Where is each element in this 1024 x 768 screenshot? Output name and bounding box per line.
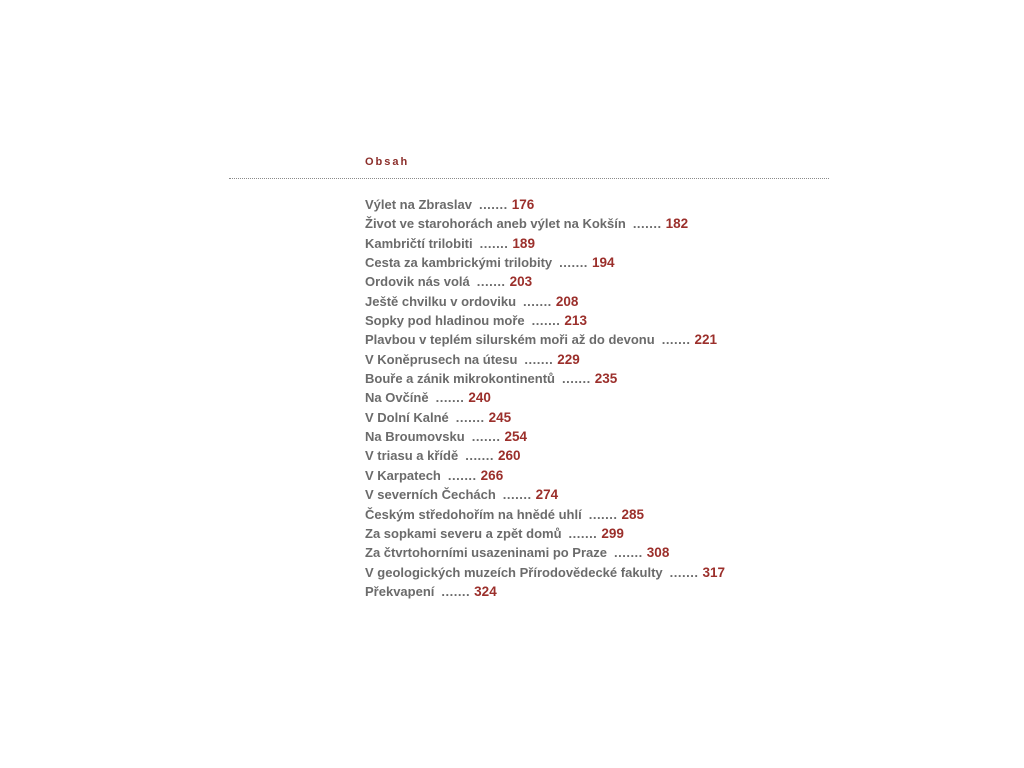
toc-entry-leader: ....... (471, 429, 501, 445)
toc-entry-leader: ....... (661, 332, 691, 348)
toc-entry (365, 311, 725, 330)
toc-entry-leader: ....... (476, 274, 506, 290)
toc-entry-title: Sopky pod hladinou moře (365, 313, 525, 329)
toc-entry-page: 203 (509, 274, 533, 290)
toc-entry-page: 240 (468, 390, 491, 406)
toc-entry-title: V Dolní Kalné (365, 409, 449, 425)
toc-entry-leader: ....... (441, 583, 471, 599)
toc-entry-leader: ....... (669, 564, 699, 580)
toc-entry-title: Život ve starohorách aneb výlet na Kokšín (365, 216, 626, 232)
toc-entry-page: 285 (621, 506, 645, 522)
toc-entry-title: Výlet na Zbraslav (365, 197, 472, 212)
toc-entry-page: 189 (512, 235, 535, 251)
toc-entry-title: Ještě chvilku v ordoviku (365, 293, 517, 309)
toc-entry-page: 182 (665, 216, 689, 232)
toc-entry (365, 330, 725, 349)
toc-entry-title: V geologických muzeích Přírodovědecké fakulty (365, 564, 663, 580)
toc-entry-leader: ....... (561, 371, 591, 387)
toc-entry (365, 582, 725, 601)
toc-entry-page: 260 (498, 448, 521, 464)
toc-entry-leader: ....... (531, 313, 561, 329)
toc-entry-leader: ....... (447, 467, 477, 483)
toc-entry (365, 543, 725, 562)
toc-entry (365, 292, 725, 311)
toc-entry-page: 299 (601, 525, 624, 541)
toc-entry-page: 324 (474, 583, 497, 599)
toc-entry-leader: ....... (479, 235, 509, 251)
toc-entry-page: 274 (535, 487, 559, 503)
toc-entry-leader: ....... (523, 293, 552, 309)
toc-entry-title: V Koněprusech na útesu (365, 351, 518, 367)
toc-entry-leader: ....... (568, 525, 598, 541)
toc-entry-leader: ....... (614, 545, 643, 561)
toc-entry-title: Českým středohořím na hnědé uhlí (365, 506, 582, 522)
toc-entry-page: 176 (511, 197, 535, 212)
toc-entry (365, 446, 725, 465)
toc-entry (365, 505, 725, 524)
toc-entry-leader: ....... (465, 448, 495, 464)
toc-entry-title: Plavbou v teplém silurském moři až do devonu (365, 332, 655, 348)
dotted-divider (229, 178, 829, 179)
toc-entry (365, 524, 725, 543)
toc-entry-page: 308 (646, 545, 670, 561)
table-of-contents (365, 195, 725, 601)
toc-entry-title: Na Ovčíně (365, 390, 429, 406)
toc-entry-leader: ....... (632, 216, 662, 232)
toc-entry-title: V triasu a křídě (365, 448, 459, 464)
toc-entry-title: Na Broumovsku (365, 429, 465, 445)
toc-entry-page: 221 (694, 332, 718, 348)
toc-entry (365, 234, 725, 253)
toc-entry-page: 254 (504, 429, 528, 445)
toc-entry-leader: ....... (435, 390, 465, 406)
toc-entry-page: 245 (488, 409, 512, 425)
toc-entry (365, 253, 725, 272)
toc-entry-title: Za čtvrtohorními usazeninami po Praze (365, 545, 607, 561)
toc-entry (365, 272, 725, 291)
toc-entry-title: Za sopkami severu a zpět domů (365, 525, 562, 541)
toc-entry (365, 427, 725, 446)
toc-entry-leader: ....... (588, 506, 618, 522)
toc-entry (365, 195, 725, 214)
toc-entry-leader: ....... (559, 255, 588, 271)
toc-entry-leader: ....... (524, 351, 554, 367)
toc-entry-leader: ....... (478, 197, 508, 212)
toc-entry (365, 466, 725, 485)
toc-entry-page: 213 (564, 313, 587, 329)
toc-entry (365, 350, 725, 369)
toc-entry (365, 485, 725, 504)
toc-entry-page: 317 (702, 564, 725, 580)
toc-entry (365, 369, 725, 388)
toc-entry (365, 388, 725, 407)
toc-entry-title: V severních Čechách (365, 487, 496, 503)
toc-entry-page: 208 (555, 293, 579, 309)
toc-entry-title: Cesta za kambrickými trilobity (365, 255, 553, 271)
toc-entry (365, 408, 725, 427)
toc-entry-title: Bouře a zánik mikrokontinentů (365, 371, 555, 387)
toc-entry-title: Ordovik nás volá (365, 274, 470, 290)
toc-entry-title: Kambričtí trilobiti (365, 235, 473, 251)
toc-entry (365, 214, 725, 233)
toc-entry (365, 563, 725, 582)
toc-entry-page: 194 (591, 255, 615, 271)
toc-entry-leader: ....... (502, 487, 532, 503)
toc-entry-title: V Karpatech (365, 467, 441, 483)
toc-entry-page: 235 (594, 371, 618, 387)
toc-entry-title: Překvapení (365, 583, 435, 599)
toc-heading: Obsah (365, 156, 410, 168)
toc-entry-page: 229 (557, 351, 580, 367)
toc-entry-page: 266 (480, 467, 504, 483)
toc-entry-leader: ....... (455, 409, 485, 425)
